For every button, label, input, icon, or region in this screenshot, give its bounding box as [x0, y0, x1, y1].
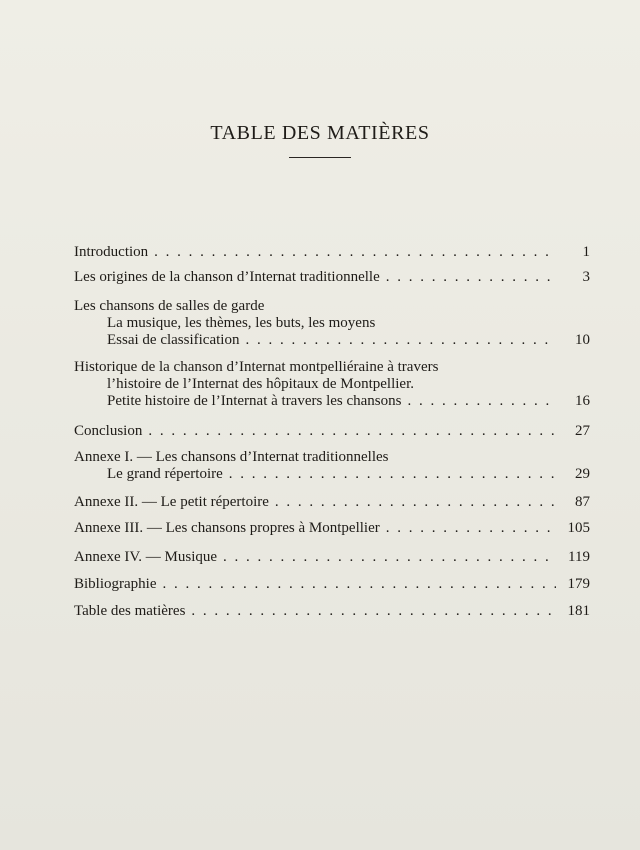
- toc-page-number: 1: [582, 244, 590, 260]
- toc-entry-table-des-matieres: [74, 603, 590, 620]
- toc-entry-title: Les chansons de salles de garde: [74, 298, 265, 314]
- toc-entry-title: Annexe III. — Les chansons propres à Montpellier: [74, 520, 380, 536]
- toc-entry-annexe-4: [74, 549, 590, 566]
- toc-entry-title: Table des matières: [74, 603, 186, 619]
- toc-entry-historique: [74, 359, 590, 410]
- dot-leader: [386, 269, 556, 286]
- toc-entry-title: Annexe I. — Les chansons d’Internat traditionnelles: [74, 449, 389, 465]
- toc-page-number: 29: [575, 466, 590, 482]
- toc-page-number: 10: [575, 332, 590, 348]
- toc-entry-subtitle: Le grand répertoire: [107, 466, 223, 482]
- toc-page-number: 119: [568, 549, 590, 565]
- dot-leader: [223, 549, 556, 566]
- dot-leader: [275, 494, 556, 511]
- toc-entry-subtitle: Essai de classification: [107, 332, 240, 348]
- page-title: TABLE DES MATIÈRES: [210, 122, 430, 144]
- toc-page-number: 181: [567, 603, 590, 619]
- dot-leader: [408, 393, 557, 410]
- toc-page-number: 105: [567, 520, 590, 536]
- dot-leader: [245, 332, 556, 349]
- title-underline: [289, 157, 351, 158]
- toc-page-number: 27: [575, 423, 590, 439]
- toc-entry-introduction: [74, 244, 590, 261]
- toc-entry-title: Bibliographie: [74, 576, 157, 592]
- toc-entry-title: Historique de la chanson d’Internat montpelliéraine à travers: [74, 359, 439, 375]
- toc-entry-title: Conclusion: [74, 423, 143, 439]
- toc-page-number: 87: [575, 494, 590, 510]
- dot-leader: [191, 603, 556, 620]
- toc-entry-annexe-2: [74, 494, 590, 511]
- dot-leader: [148, 423, 556, 440]
- dot-leader: [386, 520, 556, 537]
- toc-entry-conclusion: [74, 423, 590, 440]
- toc-entry-title: Les origines de la chanson d’Internat traditionnelle: [74, 269, 380, 285]
- toc-page-number: 3: [582, 269, 590, 285]
- toc-entry-origines: [74, 269, 590, 286]
- toc-entry-subtitle: La musique, les thèmes, les buts, les moyens: [107, 315, 376, 331]
- toc-entry-subtitle: l’histoire de l’Internat des hôpitaux de Montpellier.: [107, 376, 415, 392]
- toc-entry-annexe-1: [74, 449, 590, 483]
- dot-leader: [163, 576, 557, 593]
- toc-entry-salles-de-garde: [74, 298, 590, 349]
- toc-entry-bibliographie: [74, 576, 590, 593]
- dot-leader: [229, 466, 556, 483]
- toc-page-number: 179: [567, 576, 590, 592]
- toc-entry-title: Introduction: [74, 244, 149, 260]
- dot-leader: [154, 244, 556, 261]
- toc-entry-title: Annexe IV. — Musique: [74, 549, 218, 565]
- toc-entry-annexe-3: [74, 520, 590, 537]
- toc-entry-subtitle: Petite histoire de l’Internat à travers les chansons: [107, 393, 402, 409]
- toc-page-number: 16: [575, 393, 590, 409]
- toc-entry-title: Annexe II. — Le petit répertoire: [74, 494, 269, 510]
